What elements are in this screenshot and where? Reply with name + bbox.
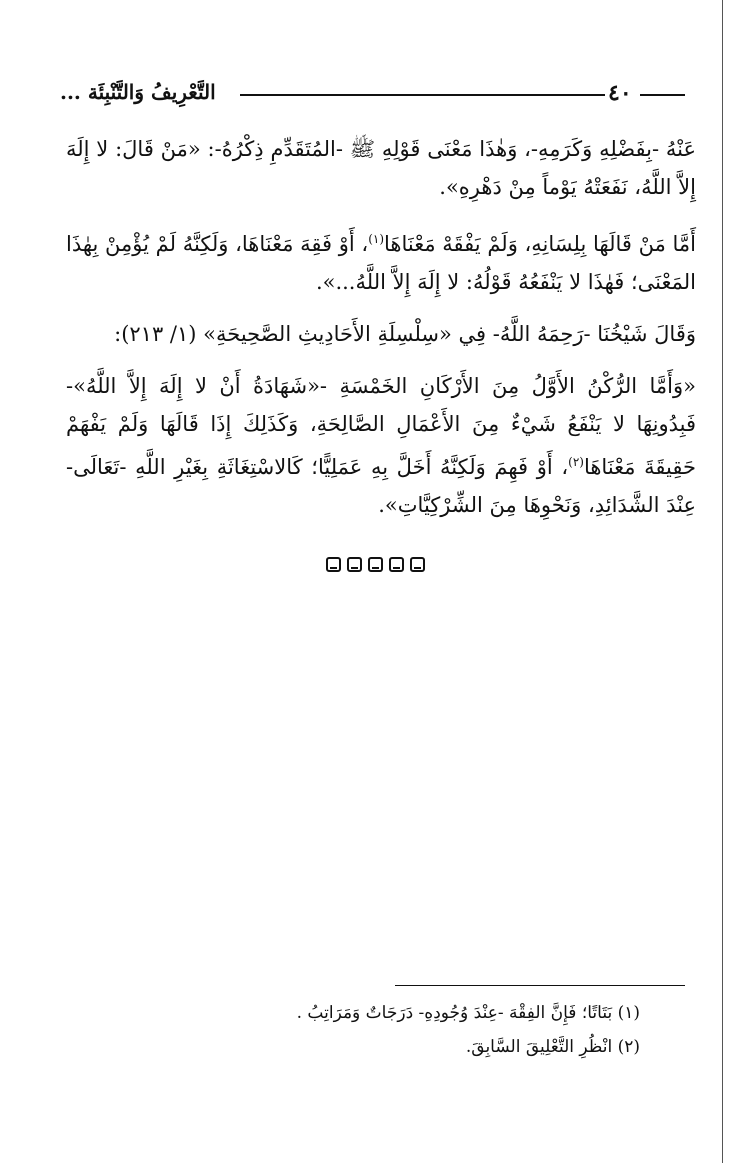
square-ornament-icon [326, 557, 341, 572]
paragraph-2-part-a: أَمَّا مَنْ قَالَهَا بِلِسَانِهِ، وَلَمْ يَفْقَهْ مَعْنَاهَا [384, 232, 696, 256]
header-rule [240, 94, 605, 96]
page-edge-line [722, 0, 723, 1163]
footnote-divider [395, 985, 685, 986]
running-title: التَّعْرِيفُ وَالتَّنْبِئَة ... [60, 80, 216, 104]
footnotes [260, 996, 640, 1064]
section-ornament [326, 557, 425, 572]
square-ornament-icon [347, 557, 362, 572]
page-header [60, 80, 685, 120]
square-ornament-icon [389, 557, 404, 572]
paragraph-4 [66, 367, 696, 524]
page-number: ٤٠ [608, 80, 632, 106]
paragraph-1: عَنْهُ -بِفَضْلِهِ وَكَرَمِهِ-، وَهٰذَا مَعْنَى قَوْلِهِ ﷺ -المُتَقَدِّمِ ذِكْرُهُ-: «مَنْ قَالَ: لا إِلَهَ إِلاَّ اللَّهُ، نَفَعَتْهُ يَوْماً مِنْ دَهْرِهِ». [66, 137, 696, 199]
footnote-1: (١) بَتَاتًا؛ فَإِنَّ الفِقْهَ -عِنْدَ وُجُودِهِ- دَرَجَاتٌ وَمَرَاتِبُ . [296, 1003, 640, 1023]
paragraph-3: وَقَالَ شَيْخُنَا -رَحِمَهُ اللَّهُ- فِي «سِلْسِلَةِ الأَحَادِيثِ الصَّحِيحَةِ» (١/ ٢١٣): [114, 322, 696, 346]
paragraph-4-part-b: ، أَوْ فَهِمَ وَلَكِنَّهُ أَخَلَّ بِهِ عَمَلِيًّا؛ كَالاسْتِغَاثَةِ بِغَيْرِ اللَّهِ -تَعَالَى- عِنْدَ الشَّدَائِدِ، وَنَحْوِهَا مِنَ الشِّرْكِيَّاتِ». [66, 455, 696, 517]
paragraph-4-part-a: «وَأَمَّا الرُّكْنُ الأَوَّلُ مِنَ الأَرْكَانِ الخَمْسَةِ -«شَهَادَةُ أَنْ لا إِلَهَ إِلاَّ اللَّهُ»- فَبِدُونِهَا لا يَنْفَعُ شَيْءٌ مِنَ الأَعْمَالِ الصَّالِحَةِ، وَكَذَلِكَ إِذَا قَالَهَا وَلَمْ يَفْهَمْ حَقِيقَةَ مَعْنَاهَا [66, 374, 696, 479]
main-text [66, 130, 696, 538]
paragraph-2-part-b: ، أَوْ فَقِهَ مَعْنَاهَا، وَلَكِنَّهُ لَمْ يُؤْمِنْ بِهٰذَا المَعْنَى؛ فَهٰذَا لا يَنْفَعُهُ قَوْلُهُ: لا إِلَهَ إِلاَّ اللَّهُ...». [66, 232, 696, 294]
footnote-ref-2[interactable]: (٢) [568, 455, 584, 469]
footnote-2: (٢) انْظُرِ التَّعْلِيقَ السَّابِقَ. [465, 1037, 640, 1057]
square-ornament-icon [410, 557, 425, 572]
footnote-ref-1[interactable]: (١) [368, 232, 385, 246]
header-rule-right [640, 94, 685, 96]
paragraph-2 [66, 220, 696, 301]
square-ornament-icon [368, 557, 383, 572]
